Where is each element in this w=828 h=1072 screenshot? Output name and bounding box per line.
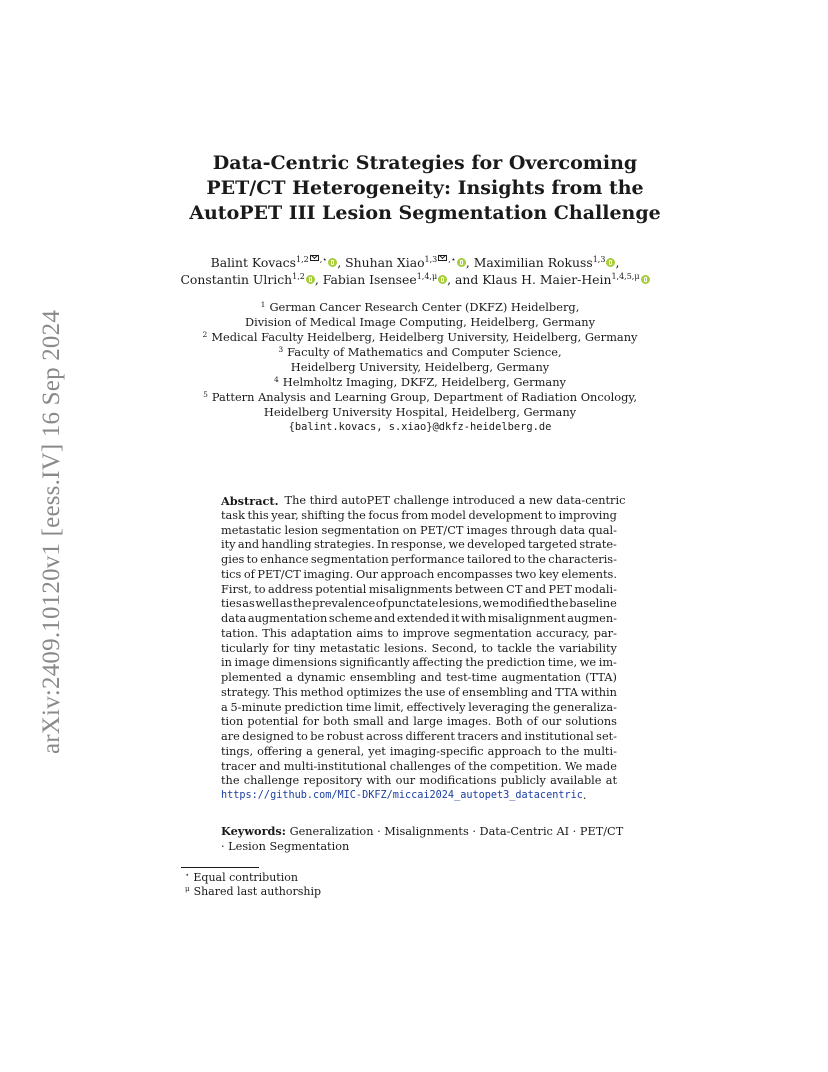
author: Maximilian Rokuss$^{1,3}$	[474, 255, 616, 270]
orcid-icon[interactable]	[457, 258, 466, 267]
paper-title	[160, 151, 690, 226]
author-list: Balint Kovacs$^{1,2 ,⋆}$ , Shuhan Xiao$^{1,3 ,⋆}$ , Maximilian Rokuss$^{1,3}$ , Constantin Ulrich$^{1,2}$ , Fabian Isensee$^{1,4,\mu}$ , and Klaus H. Maier-Hein$^{1,4,5,\mu}$	[150, 254, 680, 288]
abstract-line: ity and handling strategies. In response, we developed targeted strate-	[221, 538, 617, 552]
abstract-line: plemented a dynamic ensembling and test-time augmentation (TTA)	[221, 671, 617, 684]
footnote: $^\mu$ Shared last authorship	[185, 885, 322, 898]
orcid-icon[interactable]	[606, 258, 615, 267]
affiliation: $^2$ Medical Faculty Heidelberg, Heidelberg University, Heidelberg, Germany	[202, 330, 638, 344]
abstract-line: tracer and multi-institutional challenges of the competition. We made	[221, 759, 617, 773]
author: Balint Kovacs$^{1,2 ,⋆}$	[211, 255, 338, 270]
orcid-icon[interactable]	[328, 258, 337, 267]
keywords-list: Generalization · Misalignments · Data-Centric AI · PET/CT	[289, 825, 624, 838]
abstract-line: tion potential for both small and large images. Both of our solutions	[221, 715, 617, 729]
abstract-line: tation. This adaptation aims to improve segmentation accuracy, par-	[221, 626, 617, 640]
orcid-icon[interactable]	[641, 275, 650, 284]
author: Klaus H. Maier-Hein$^{1,4,5,\mu}$	[482, 272, 649, 287]
author: Shuhan Xiao$^{1,3 ,⋆}$	[345, 255, 466, 270]
author: Fabian Isensee$^{1,4,\mu}$	[323, 272, 447, 287]
affiliation: $^4$ Helmholtz Imaging, DKFZ, Heidelberg, Germany	[274, 375, 566, 389]
abstract-line: First, to address potential misalignments between CT and PET modali-	[221, 582, 617, 596]
affiliations	[170, 300, 670, 435]
affiliation: Division of Medical Image Computing, Heidelberg, Germany	[244, 315, 596, 329]
affiliation: Heidelberg University, Heidelberg, Germany	[290, 360, 550, 374]
affiliation: $^1$ German Cancer Research Center (DKFZ) Heidelberg,	[260, 300, 580, 314]
affiliation: Heidelberg University Hospital, Heidelberg, Germany	[263, 405, 577, 419]
abstract-line: data augmentation scheme and extended it with misalignment augmen-	[221, 612, 617, 625]
abstract	[221, 494, 626, 804]
mail-icon	[438, 255, 447, 261]
abstract-line: a 5-minute prediction time limit, effectively leveraging the generaliza-	[221, 700, 617, 714]
abstract-line: https://github.com/MIC-DKFZ/miccai2024_autopet3_datacentric .	[221, 789, 587, 802]
affiliation: $^3$ Faculty of Mathematics and Computer Science,	[278, 345, 562, 359]
abstract-line: ties as well as the prevalence of punctate lesions, we modified the baseline	[221, 597, 617, 611]
abstract-line: tings, offering a general, yet imaging-specific approach to the multi-	[221, 744, 617, 758]
title-line: Data-Centric Strategies for Overcoming	[212, 152, 638, 174]
abstract-line: strategy. This method optimizes the use of ensembling and TTA within	[221, 685, 617, 699]
mail-icon	[310, 255, 319, 261]
author: Constantin Ulrich$^{1,2}$	[180, 272, 314, 287]
abstract-line: gies to enhance segmentation performance tailored to the characteris-	[221, 553, 617, 566]
affiliation: $^5$ Pattern Analysis and Learning Group, Department of Radiation Oncology,	[203, 390, 637, 404]
abstract-line: Abstract. The third autoPET challenge introduced a new data-centric	[221, 494, 626, 508]
orcid-icon[interactable]	[306, 275, 315, 284]
keywords-label: Keywords:	[221, 824, 286, 838]
repository-link[interactable]: https://github.com/MIC-DKFZ/miccai2024_autopet3_datacentric	[221, 790, 583, 801]
keywords	[221, 824, 624, 854]
title-line: AutoPET III Lesion Segmentation Challenge	[189, 202, 661, 224]
title-line: PET/CT Heterogeneity: Insights from the	[206, 177, 644, 199]
footnotes	[185, 871, 321, 899]
abstract-line: task this year, shifting the focus from model development to improving	[221, 508, 617, 522]
abstract-line: are designed to be robust across different tracers and institutional set-	[221, 730, 617, 743]
abstract-line: tics of PET/CT imaging. Our approach encompasses two key elements.	[221, 567, 617, 581]
abstract-line: ticularly for tiny metastatic lesions. Second, to tackle the variability	[221, 641, 617, 655]
email-address[interactable]: {balint.kovacs, s.xiao}@dkfz-heidelberg.de	[288, 421, 552, 433]
abstract-line: metastatic lesion segmentation on PET/CT images through data qual-	[221, 523, 617, 537]
abstract-label: Abstract.	[221, 494, 279, 508]
arxiv-id: arXiv:2409.10120v1 [eess.IV] 16 Sep 2024	[38, 309, 65, 755]
abstract-line: in image dimensions significantly affecting the prediction time, we im-	[221, 656, 617, 670]
orcid-icon[interactable]	[438, 275, 447, 284]
footnote-divider	[181, 867, 259, 868]
abstract-line: the challenge repository with our modifications publicly available at	[221, 774, 617, 788]
keywords-list: · Lesion Segmentation	[221, 840, 350, 853]
footnote: ⋆ Equal contribution	[185, 871, 298, 884]
